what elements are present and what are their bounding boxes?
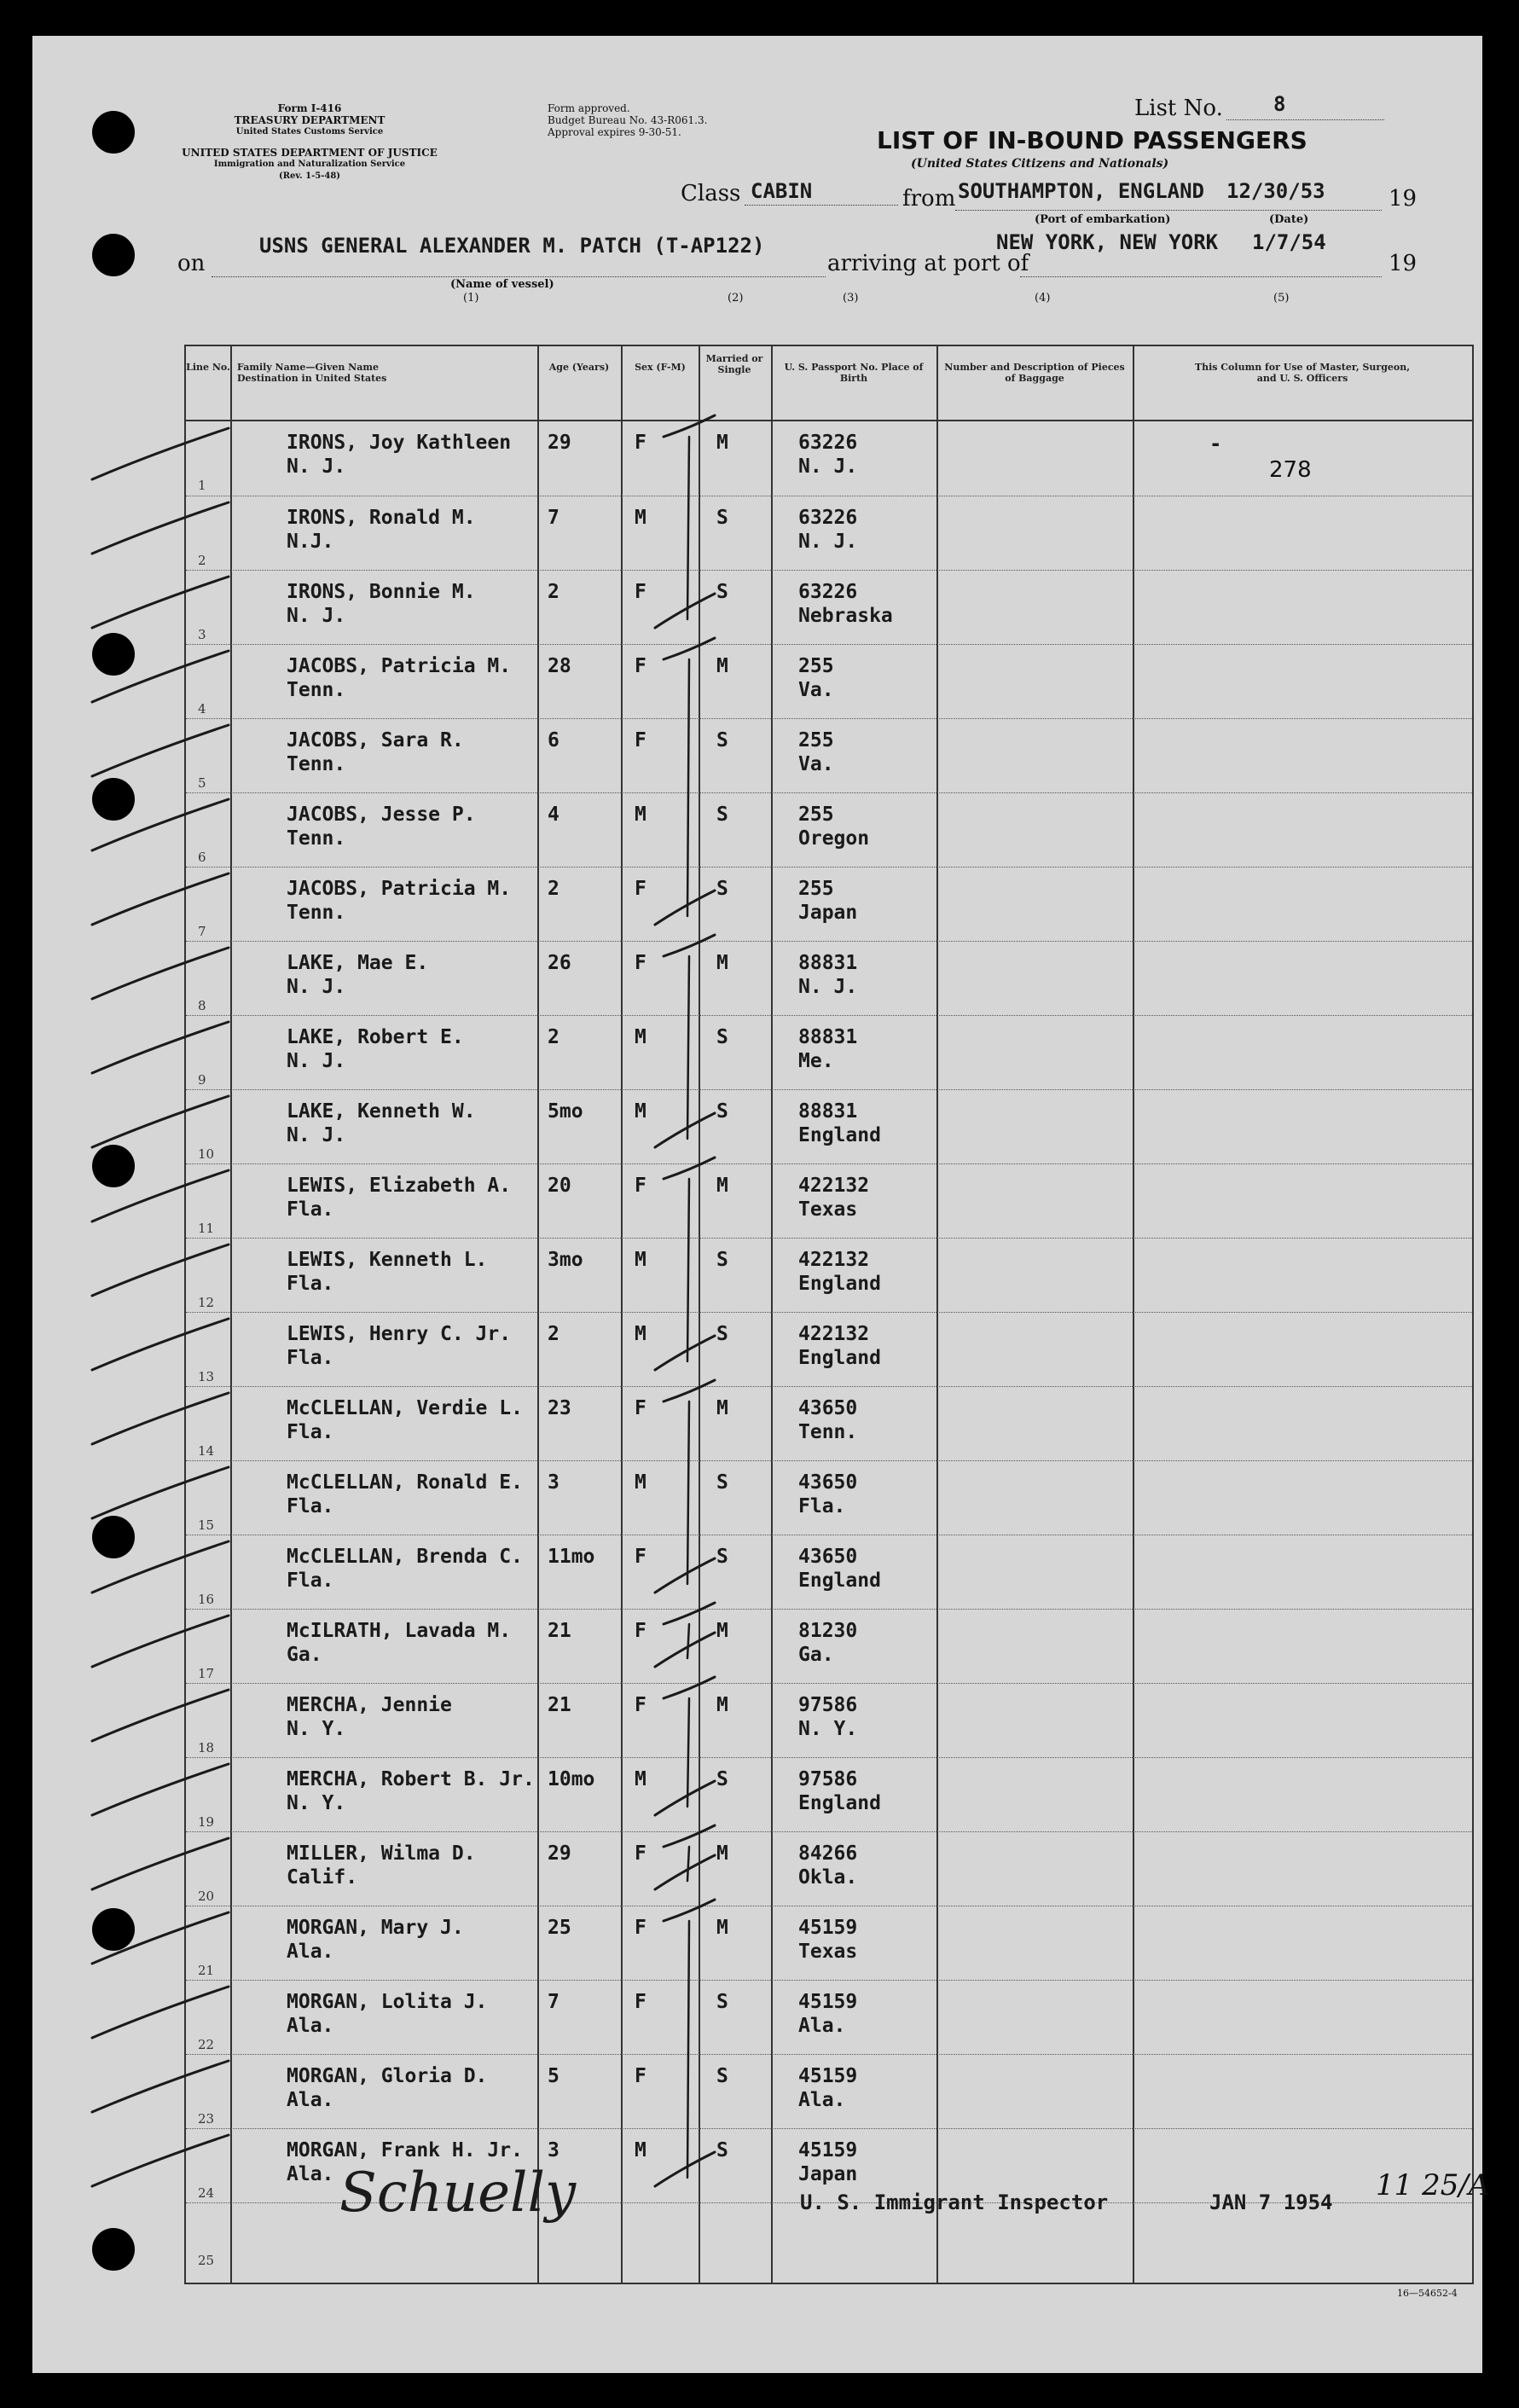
line-number: 24 [198,2185,215,2201]
marital-status: S [716,2065,728,2087]
col-num-3: (3) [843,292,859,305]
table-row [186,1386,1472,1461]
age: 7 [548,1991,559,2013]
age: 6 [548,729,559,751]
marital-status: M [716,1694,728,1716]
table-row [186,2054,1472,2129]
age: 29 [548,432,571,454]
table-row [186,1609,1472,1684]
sex: F [635,1917,646,1939]
line-number: 4 [198,701,206,717]
place-of-birth: Nebraska [798,605,893,627]
passenger-name: MORGAN, Mary J. [287,1917,464,1939]
passport-number: 255 [798,655,834,677]
document-page [32,36,1490,2373]
passport-number: 43650 [798,1471,858,1494]
marital-status: S [716,804,728,826]
passenger-name: McCLELLAN, Verdie L. [287,1397,523,1419]
line-number: 15 [198,1517,215,1533]
sex: F [635,1546,646,1568]
passenger-table [184,345,1490,2284]
col-header-married: Married or Single [705,353,763,375]
passport-number: 97586 [798,1768,858,1790]
passenger-name: LEWIS, Henry C. Jr. [287,1323,512,1345]
marital-status: M [716,1397,728,1419]
place-of-birth: Tenn. [798,1421,858,1443]
place-of-birth: Va. [798,753,834,775]
age: 7 [548,507,559,529]
passenger-name: JACOBS, Sara R. [287,729,464,751]
passport-number: 43650 [798,1546,858,1568]
place-of-birth: England [798,1347,881,1369]
age: 3mo [548,1249,583,1271]
table-row [186,496,1472,571]
destination: N. J. [287,1124,346,1146]
destination: Fla. [287,1421,334,1443]
marital-status: S [716,1471,728,1494]
embark-date: 12/30/53 [1226,179,1325,203]
sex: F [635,1991,646,2013]
line-number: 19 [198,1814,215,1830]
marital-status: S [716,729,728,751]
sex: M [635,2139,646,2161]
destination: Fla. [287,1198,334,1221]
destination: Tenn. [287,902,346,924]
destination: N.J. [287,531,334,553]
age: 5 [548,2065,559,2087]
passport-number: 45159 [798,2065,858,2087]
punch-hole [92,234,135,276]
age: 21 [548,1620,571,1642]
marital-status: S [716,1026,728,1048]
place-of-birth: England [798,1792,881,1814]
place-of-birth: Fla. [798,1495,846,1517]
line-number: 2 [198,553,206,568]
table-row [186,1312,1472,1387]
marital-status: M [716,655,728,677]
destination: Ala. [287,1941,334,1963]
punch-hole [92,111,135,154]
place-of-birth: N. J. [798,455,858,478]
destination: Fla. [287,1495,334,1517]
table-row [186,421,1472,496]
table-row [186,1757,1472,1832]
list-no-label: List No. [1134,96,1223,121]
place-of-birth: Japan [798,902,858,924]
age: 2 [548,878,559,900]
passport-number: 88831 [798,1026,858,1048]
passenger-name: LAKE, Kenneth W. [287,1100,476,1123]
sex: M [635,507,646,529]
line-number: 13 [198,1369,215,1384]
passenger-name: JACOBS, Patricia M. [287,878,512,900]
col-num-4: (4) [1035,292,1051,305]
sex: M [635,804,646,826]
place-of-birth: England [798,1570,881,1592]
line-number: 12 [198,1295,215,1310]
form-approved: Form approved. [548,102,630,114]
col-header-sex: Sex (F-M) [635,362,686,373]
line-number: 9 [198,1072,206,1088]
passport-number: 43650 [798,1397,858,1419]
line-number: 17 [198,1666,215,1681]
passenger-name: LEWIS, Kenneth L. [287,1249,488,1271]
destination: Fla. [287,1273,334,1295]
col-header-passport: U. S. Passport No. Place of Birth [784,362,924,384]
passport-number: 45159 [798,1917,858,1939]
line-number: 23 [198,2111,215,2127]
line-number: 10 [198,1146,215,1162]
destination: Calif. [287,1866,358,1889]
passenger-name: JACOBS, Jesse P. [287,804,476,826]
class-value: CABIN [751,179,813,203]
destination: N. J. [287,1050,346,1072]
passport-number: 255 [798,804,834,826]
passenger-name: MERCHA, Jennie [287,1694,452,1716]
inspector-label: U. S. Immigrant Inspector [800,2190,1109,2214]
line-number: 11 [198,1221,215,1236]
sex: F [635,2065,646,2087]
destination: Ala. [287,2163,334,2185]
sex: F [635,1175,646,1197]
passenger-name: JACOBS, Patricia M. [287,655,512,677]
place-of-birth: Ala. [798,2089,846,2111]
passenger-name: McCLELLAN, Ronald E. [287,1471,523,1494]
revision: (Rev. 1-5-48) [278,171,341,181]
passenger-name: McCLELLAN, Brenda C. [287,1546,523,1568]
sex: F [635,878,646,900]
marital-status: S [716,1991,728,2013]
age: 28 [548,655,571,677]
passenger-name: MERCHA, Robert B. Jr. [287,1768,535,1790]
col-header-baggage: Number and Description of Pieces of Baggage [944,362,1125,384]
age: 29 [548,1842,571,1865]
age: 4 [548,804,559,826]
age: 25 [548,1917,571,1939]
line-number: 3 [198,627,206,642]
passport-number: 45159 [798,2139,858,2161]
table-row [186,570,1472,645]
sex: M [635,1323,646,1345]
place-of-birth: N. J. [798,531,858,553]
table-row [186,1980,1472,2055]
place-of-birth: Oregon [798,827,870,850]
date-caption: (Date) [1269,213,1309,226]
col-header-line: Line No. [186,362,230,373]
age: 2 [548,1323,559,1345]
line-number: 22 [198,2037,215,2052]
table-row [186,1460,1472,1535]
customs-service: United States Customs Service [235,127,384,136]
passport-number: 88831 [798,1100,858,1123]
col-header-officers: This Column for Use of Master, Surgeon, and U. S. Officers [1194,362,1411,384]
passport-number: 422132 [798,1249,870,1271]
passenger-name: IRONS, Joy Kathleen [287,432,512,454]
passport-number: 422132 [798,1175,870,1197]
page-subtitle: (United States Citizens and Nationals) [911,157,1169,171]
form-number: Form I-416 [277,102,342,114]
line-number: 18 [198,1740,215,1755]
punch-hole [92,633,135,676]
marital-status: S [716,507,728,529]
destination: N. J. [287,976,346,998]
marital-status: S [716,1546,728,1568]
passenger-name: IRONS, Ronald M. [287,507,476,529]
destination: Ga. [287,1644,322,1666]
passenger-name: MORGAN, Frank H. Jr. [287,2139,523,2161]
page-title: LIST OF IN-BOUND PASSENGERS [877,126,1307,154]
ins-service: Immigration and Naturalization Service [213,160,406,169]
age: 10mo [548,1768,595,1790]
officer-note-dash: - [1209,432,1222,455]
age: 5mo [548,1100,583,1123]
marital-status: S [716,581,728,603]
age: 3 [548,2139,559,2161]
age: 3 [548,1471,559,1494]
passenger-name: MORGAN, Gloria D. [287,2065,488,2087]
passport-number: 63226 [798,507,858,529]
passenger-name: MORGAN, Lolita J. [287,1991,488,2013]
justice-dept: UNITED STATES DEPARTMENT OF JUSTICE [182,147,438,159]
age: 2 [548,1026,559,1048]
officer-note: 278 [1269,457,1312,483]
on-label: on [177,251,206,276]
destination: Ala. [287,2089,334,2111]
sex: F [635,1842,646,1865]
table-row [186,1089,1472,1164]
table-row [186,1163,1472,1239]
place-of-birth: N. J. [798,976,858,998]
sex: F [635,952,646,974]
punch-hole [92,1516,135,1558]
line-number: 6 [198,850,206,865]
passport-number: 422132 [798,1323,870,1345]
table-row [186,941,1472,1016]
passport-number: 255 [798,878,834,900]
arrival-date: 1/7/54 [1252,230,1326,254]
destination: N. J. [287,605,346,627]
table-row [186,792,1472,867]
marital-status: S [716,1100,728,1123]
place-of-birth: Okla. [798,1866,858,1889]
treasury-dept: TREASURY DEPARTMENT [234,114,386,126]
col-num-5: (5) [1273,292,1290,305]
sex: M [635,1100,646,1123]
sex: M [635,1249,646,1271]
destination: Tenn. [287,753,346,775]
destination: N. Y. [287,1792,346,1814]
col-num-2: (2) [728,292,744,305]
sex: F [635,581,646,603]
port-embarkation: SOUTHAMPTON, ENGLAND [958,179,1204,203]
punch-hole [92,1145,135,1187]
table-row [186,718,1472,793]
sex: F [635,1694,646,1716]
place-of-birth: Texas [798,1198,858,1221]
arrival-port: NEW YORK, NEW YORK [996,230,1219,254]
age: 2 [548,581,559,603]
marital-status: M [716,1917,728,1939]
print-code: 16—54652-4 [1397,2288,1458,2299]
col-header-age: Age (Years) [548,362,610,373]
table-row [186,1906,1472,1981]
approval-expires: Approval expires 9-30-51. [548,126,681,138]
destination: N. Y. [287,1718,346,1740]
sex: F [635,655,646,677]
destination: Ala. [287,2015,334,2037]
line-number: 16 [198,1592,215,1607]
passport-number: 88831 [798,952,858,974]
destination: Tenn. [287,827,346,850]
passport-number: 84266 [798,1842,858,1865]
passenger-name: McILRATH, Lavada M. [287,1620,512,1642]
line-number: 25 [198,2253,215,2268]
line-number: 14 [198,1443,215,1459]
sex: M [635,1026,646,1048]
budget-bureau: Budget Bureau No. 43-R061.3. [548,114,708,126]
punch-hole [92,1908,135,1951]
passenger-name: LAKE, Mae E. [287,952,429,974]
table-row [186,867,1472,942]
marital-status: M [716,1842,728,1865]
marital-status: M [716,1620,728,1642]
line-number: 5 [198,775,206,791]
punch-hole [92,778,135,821]
passenger-name: LAKE, Robert E. [287,1026,464,1048]
table-row [186,1683,1472,1758]
passport-number: 81230 [798,1620,858,1642]
port-embark-caption: (Port of embarkation) [1035,213,1171,226]
line-number: 7 [198,924,206,939]
col-header-name: Family Name—Given Name Destination in United States [237,362,387,384]
table-row [186,1535,1472,1610]
line-number: 1 [198,478,206,493]
destination: Tenn. [287,679,346,701]
passenger-name: MILLER, Wilma D. [287,1842,476,1865]
stamp-date: JAN 7 1954 [1209,2190,1333,2214]
marital-status: M [716,952,728,974]
class-label: Class [681,181,741,206]
age: 23 [548,1397,571,1419]
from-label: from [902,186,956,212]
sex: M [635,1471,646,1494]
place-of-birth: Japan [798,2163,858,2185]
passport-number: 63226 [798,432,858,454]
time-note: 11 25/A [1376,2168,1490,2202]
year-prefix: 19 [1389,186,1418,212]
place-of-birth: Va. [798,679,834,701]
place-of-birth: Ala. [798,2015,846,2037]
age: 26 [548,952,571,974]
sex: F [635,729,646,751]
destination: Fla. [287,1570,334,1592]
line-number: 21 [198,1963,215,1978]
destination: Fla. [287,1347,334,1369]
passport-number: 255 [798,729,834,751]
passenger-name: LEWIS, Elizabeth A. [287,1175,512,1197]
passport-number: 97586 [798,1694,858,1716]
table-row [186,1238,1472,1313]
line-number: 8 [198,998,206,1013]
age: 20 [548,1175,571,1197]
age: 21 [548,1694,571,1716]
place-of-birth: N. Y. [798,1718,858,1740]
vessel-name: USNS GENERAL ALEXANDER M. PATCH (T-AP122) [259,234,765,258]
table-row [186,1015,1472,1090]
sex: F [635,1397,646,1419]
passport-number: 45159 [798,1991,858,2013]
sex: M [635,1768,646,1790]
age: 11mo [548,1546,595,1568]
col-num-1: (1) [463,292,479,305]
sex: F [635,432,646,454]
list-no-value: 8 [1273,92,1286,116]
place-of-birth: England [798,1124,881,1146]
place-of-birth: England [798,1273,881,1295]
marital-status: S [716,878,728,900]
place-of-birth: Texas [798,1941,858,1963]
marital-status: S [716,2139,728,2161]
passport-number: 63226 [798,581,858,603]
marital-status: M [716,432,728,454]
destination: N. J. [287,455,346,478]
arriving-label: arriving at port of [827,251,1029,276]
year-prefix-2: 19 [1389,251,1418,276]
table-row [186,1831,1472,1906]
marital-status: S [716,1768,728,1790]
line-number: 20 [198,1889,215,1904]
table-row [186,644,1472,719]
place-of-birth: Ga. [798,1644,834,1666]
inspector-signature: Schuelly [339,2161,577,2225]
marital-status: S [716,1249,728,1271]
marital-status: M [716,1175,728,1197]
sex: F [635,1620,646,1642]
vessel-caption: (Name of vessel) [450,278,554,291]
punch-hole [92,2228,135,2271]
marital-status: S [716,1323,728,1345]
place-of-birth: Me. [798,1050,834,1072]
passenger-name: IRONS, Bonnie M. [287,581,476,603]
